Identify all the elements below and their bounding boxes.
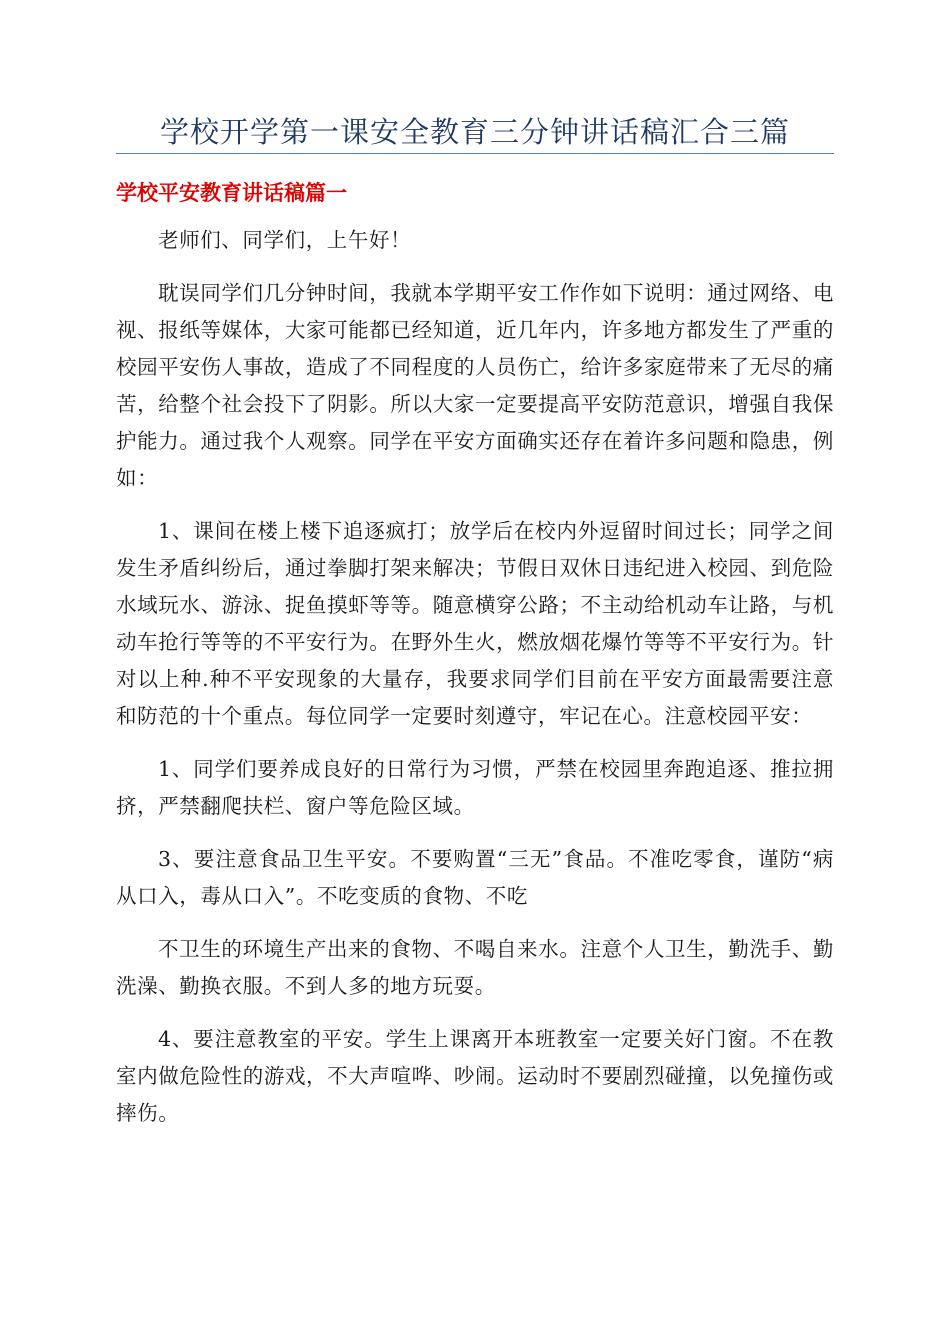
paragraph-greeting: 老师们、同学们，上午好！ (158, 228, 412, 252)
paragraph-rule-3-continued: 不卫生的环境生产出来的食物、不喝自来水。注意个人卫生，勤洗手、勤洗澡、勤换衣服。不到人多的地方玩耍。 (116, 937, 834, 998)
paragraph-rule-4: 4、要注意教室的平安。学生上课离开本班教室一定要关好门窗。不在教室内做危险性的游戏，不大声喧哗、吵闹。运动时不要剧烈碰撞，以免撞伤或摔伤。 (116, 1027, 834, 1125)
paragraph-rule-3: 3、要注意食品卫生平安。不要购置“三无”食品。不准吃零食，谨防“病从口入，毒从口入”。不吃变质的食物、不吃 (116, 847, 834, 908)
paragraph-problems: 1、课间在楼上楼下追逐疯打；放学后在校内外逗留时间过长；同学之间发生矛盾纠纷后，通过拳脚打架来解决；节假日双休日违纪进入校园、到危险水域玩水、游泳、捉鱼摸虾等等。随意横穿公路；不主动给机动车让路，与机动车抢行等等的不平安行为。在野外生火，燃放烟花爆竹等等不平安行为。针对以上种.种不平安现象的大量存，我要求同学们目前在平安方面最需要注意和防范的十个重点。每位同学一定要时刻遵守，牢记在心。注意校园平安： (116, 519, 834, 728)
document-title: 学校开学第一课安全教育三分钟讲话稿汇合三篇 (159, 115, 790, 149)
paragraph-rule-1: 1、同学们要养成良好的日常行为习惯，严禁在校园里奔跑追逐、推拉拥挤，严禁翻爬扶栏、窗户等危险区域。 (116, 757, 834, 818)
title-underline (116, 153, 834, 154)
paragraph-intro: 耽误同学们几分钟时间，我就本学期平安工作作如下说明：通过网络、电视、报纸等媒体，大家可能都已经知道，近几年内，许多地方都发生了严重的校园平安伤人事故，造成了不同程度的人员伤亡，给许多家庭带来了无尽的痛苦，给整个社会投下了阴影。所以大家一定要提高平安防范意识，增强自我保护能力。通过我个人观察。同学在平安方面确实还存在着许多问题和隐患，例如： (116, 281, 834, 490)
section-heading: 学校平安教育讲话稿篇一 (116, 181, 347, 205)
document-body (116, 222, 834, 1148)
